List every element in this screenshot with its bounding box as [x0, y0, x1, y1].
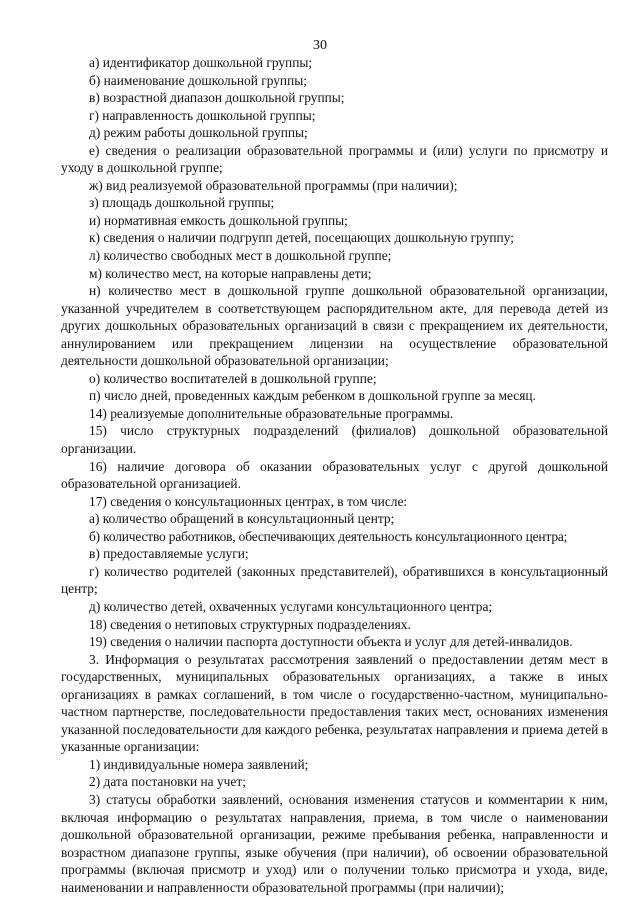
- page-number: 30: [313, 38, 327, 53]
- paragraph: г) направленность дошкольной группы;: [89, 107, 316, 123]
- paragraph: и) нормативная емкость дошкольной группы;: [89, 212, 348, 228]
- document-body: [61, 54, 608, 896]
- paragraph: д) количество детей, охваченных услугами консультационного центра;: [89, 598, 493, 614]
- paragraph: а) количество обращений в консультационный центр;: [89, 511, 395, 527]
- paragraph: 1) индивидуальные номера заявлений;: [89, 756, 309, 772]
- paragraph: 17) сведения о консультационных центрах, в том числе:: [89, 493, 408, 509]
- paragraph: 19) сведения о наличии паспорта доступности объекта и услуг для детей-инвалидов.: [89, 634, 573, 650]
- paragraph: б) количество работников, обеспечивающих деятельность консультационного центра;: [89, 528, 568, 544]
- paragraph: н) количество мест в дошкольной группе дошкольной образовательной организации, указанной учредителем в соответствующем распорядительном акте, для перевода детей из других дошкольных образовательных организаций в связи с прекращением их деятельности, аннулированием или прекращением лицензии на осуществление образовательной деятельности дошкольной образовательной организации;: [61, 283, 608, 369]
- paragraph: 14) реализуемые дополнительные образовательные программы.: [89, 405, 454, 421]
- paragraph: ж) вид реализуемой образовательной программы (при наличии);: [89, 177, 458, 193]
- paragraph: к) сведения о наличии подгрупп детей, посещающих дошкольную группу;: [89, 230, 514, 246]
- paragraph: 16) наличие договора об оказании образовательных услуг с другой дошкольной образовательной организацией.: [61, 458, 608, 492]
- paragraph: 18) сведения о нетиповых структурных подразделениях.: [89, 616, 411, 632]
- paragraph: 15) число структурных подразделений (филиалов) дошкольной образовательной организации.: [61, 423, 608, 457]
- paragraph: 2) дата постановки на учет;: [89, 774, 246, 790]
- paragraph: 3) статусы обработки заявлений, основания изменения статусов и комментарии к ним, включая информацию о результатах направления, приема, в том числе о наименовании дошкольной образовательной организации, режиме пребывания ребенка, направленности и возрастном диапазоне группы, языке обучения (при наличии), об освоении образовательной программы (включая присмотр и уход) или о получении только присмотра и ухода, виде, наименовании и направленности образовательной программы (при наличии);: [61, 791, 608, 895]
- paragraph: л) количество свободных мест в дошкольной группе;: [89, 248, 392, 264]
- paragraph: б) наименование дошкольной группы;: [89, 72, 307, 88]
- paragraph: о) количество воспитателей в дошкольной группе;: [89, 370, 377, 386]
- paragraph: м) количество мест, на которые направлены дети;: [89, 265, 372, 281]
- paragraph: в) предоставляемые услуги;: [89, 546, 249, 562]
- paragraph: 3. Информация о результатах рассмотрения заявлений о предоставлении детям мест в государственных, муниципальных образовательных организациях, а также в иных организациях в рамках соглашений, в том числе о государственно-частном, муниципально-частном партнерстве, последовательности предоставления таких мест, основаниях изменения указанной последовательности для каждого ребенка, результатах направления и приема детей в указанные организации:: [61, 651, 608, 755]
- paragraph: п) число дней, проведенных каждым ребенком в дошкольной группе за месяц.: [89, 388, 536, 404]
- paragraph: в) возрастной диапазон дошкольной группы;: [89, 90, 345, 106]
- paragraph: з) площадь дошкольной группы;: [89, 195, 275, 211]
- paragraph: г) количество родителей (законных представителей), обратившихся в консультационный центр;: [61, 563, 608, 597]
- paragraph: е) сведения о реализации образовательной программы и (или) услуги по присмотру и уходу в дошкольной группе;: [61, 142, 608, 176]
- paragraph: д) режим работы дошкольной группы;: [89, 125, 308, 141]
- paragraph: а) идентификатор дошкольной группы;: [89, 55, 313, 70]
